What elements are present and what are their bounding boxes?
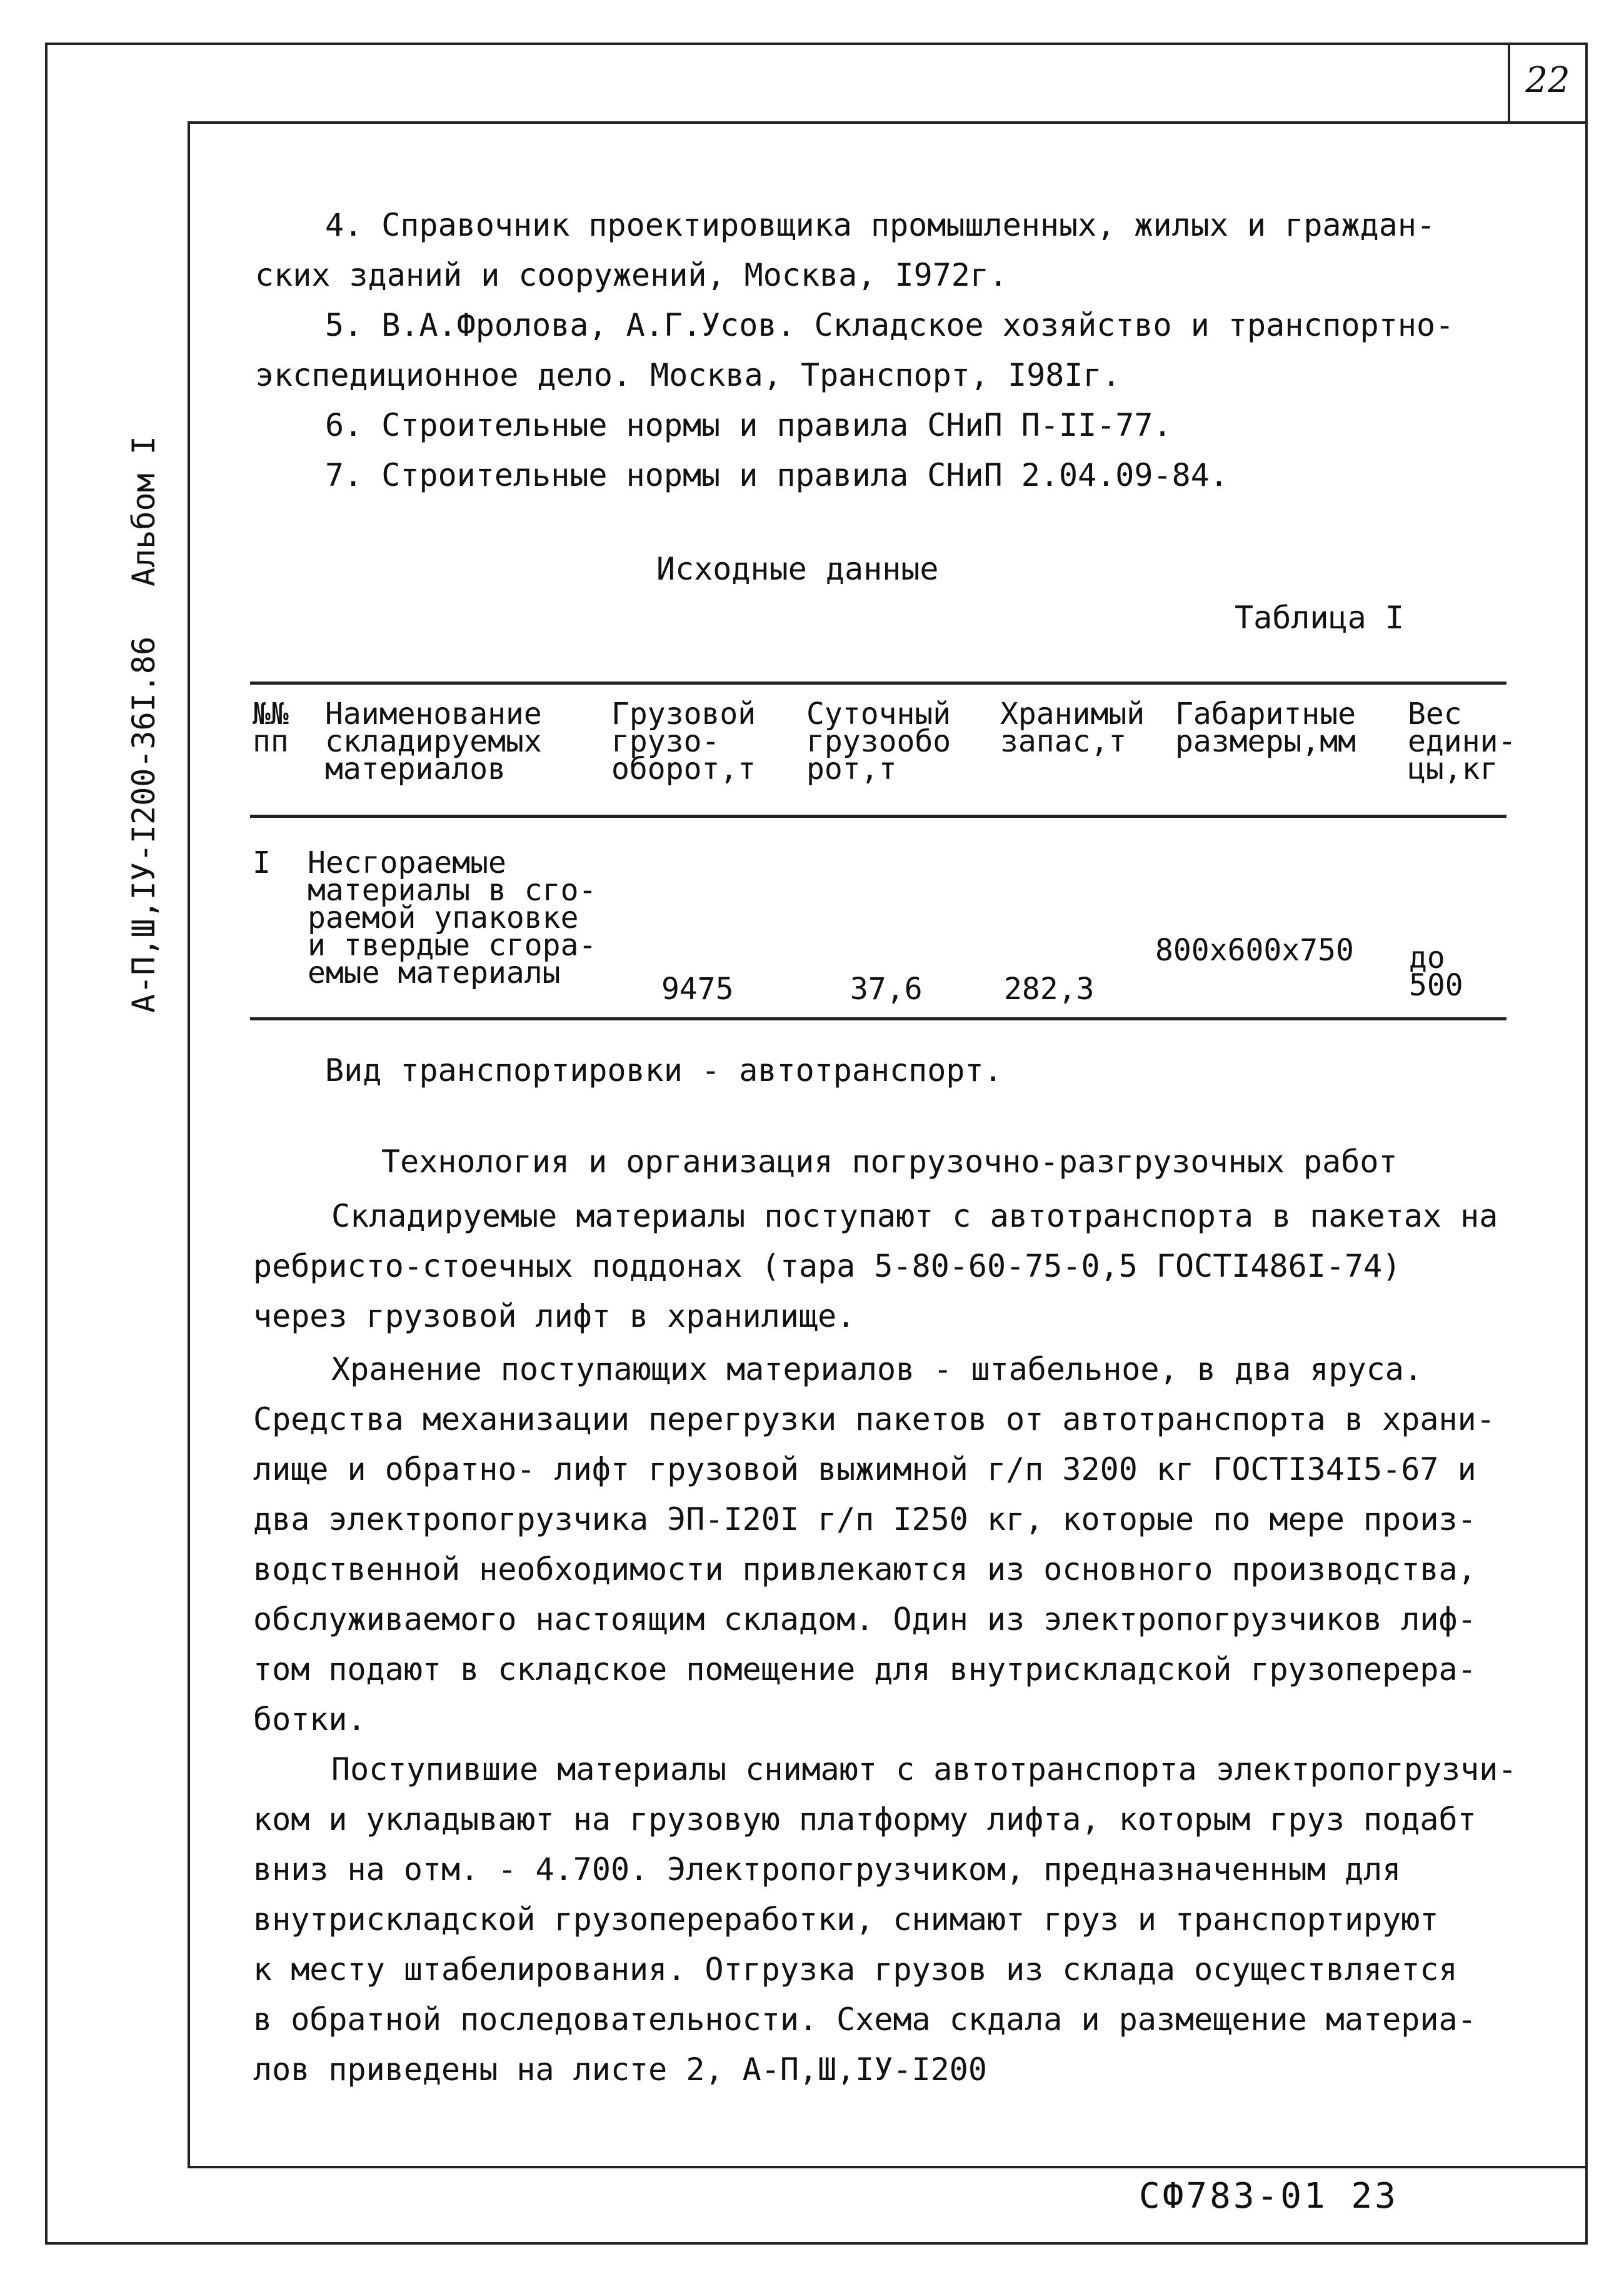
header-daily-l1: Суточный <box>806 697 951 732</box>
p2-line6: обслуживаемого настоящим складом. Один из электропогрузчиков лиф- <box>253 1601 1476 1638</box>
transport-line: Вид транспортировки - автотранспорт. <box>325 1052 1003 1089</box>
row1-name <box>308 845 597 990</box>
row1-num: I <box>253 845 271 880</box>
side-label-album: Альбом I <box>126 436 162 586</box>
table-bottom-rule <box>250 1017 1506 1020</box>
p3-line7: лов приведены на листе 2, А-П,Ш,IУ-I200 <box>253 2051 987 2088</box>
section-title: Исходные данные <box>656 551 939 587</box>
header-turnover <box>611 697 756 787</box>
header-dims-l1: Габаритные <box>1175 697 1356 732</box>
header-name <box>325 697 542 787</box>
reference-5-line1: 5. В.А.Фролова, А.Г.Усов. Складское хозяйство и транспортно- <box>325 307 1455 343</box>
row1-stock: 282,3 <box>1004 972 1095 1007</box>
header-weight-l1: Вес <box>1408 697 1462 732</box>
reference-5-line2: экспедиционное дело. Москва, Транспорт, I98Iг. <box>255 357 1121 393</box>
header-turnover-l1: Грузовой <box>611 697 756 732</box>
row1-name-l4: и твердые сгора- <box>308 928 597 963</box>
side-label <box>119 200 169 1013</box>
p2-line2: Средства механизации перегрузки пакетов от автотранспорта в храни- <box>253 1401 1495 1437</box>
tech-title: Технология и организация погрузочно-разгрузочных работ <box>381 1144 1398 1180</box>
header-dims <box>1175 697 1356 759</box>
header-daily-l3: рот,т <box>806 752 897 787</box>
header-weight-l2: едини- <box>1408 724 1516 759</box>
header-name-l2: складируемых <box>325 724 542 759</box>
side-label-code: А-П,Ш,IУ-I200-36I.86 <box>126 636 162 1013</box>
p2-line5: водственной необходимости привлекаются из основного производства, <box>253 1551 1476 1587</box>
p2-line4: два электропогрузчика ЭП-I20I г/п I250 кг, которые по мере произ- <box>253 1501 1476 1537</box>
p3-line1: Поступившие материалы снимают с автотранспорта электропогрузчи- <box>331 1751 1517 1788</box>
table-label: Таблица I <box>1235 600 1404 636</box>
header-num <box>253 697 289 759</box>
header-num-l1: №№ <box>253 697 289 732</box>
header-stock <box>1000 697 1145 759</box>
footer-code: СФ783-01 23 <box>1139 2176 1398 2216</box>
p3-line5: к месту штабелирования. Отгрузка грузов из склада осуществляется <box>253 1951 1458 1988</box>
reference-4-line2: ских зданий и сооружений, Москва, I972г. <box>255 257 1008 293</box>
header-num-l2: пп <box>253 724 289 759</box>
p1-line2: ребристо-стоечных поддонах (тара 5-80-60-75-0,5 ГОСТI486I-74) <box>253 1248 1401 1284</box>
row1-name-l2: материалы в сго- <box>308 873 597 908</box>
reference-6: 6. Строительные нормы и правила СНиП П-II-77. <box>325 407 1172 443</box>
row1-weight-l2: 500 <box>1409 968 1463 1003</box>
reference-4-line1: 4. Справочник проектировщика промышленных, жилых и граждан- <box>325 207 1436 243</box>
header-weight-l3: цы,кг <box>1408 752 1498 787</box>
header-stock-l1: Хранимый <box>1000 697 1145 732</box>
p1-line3: через грузовой лифт в хранилище. <box>253 1298 856 1334</box>
row1-turnover: 9475 <box>661 972 734 1007</box>
header-turnover-l2: грузо- <box>611 724 720 759</box>
header-weight <box>1408 697 1516 787</box>
row1-dims: 800х600х750 <box>1155 933 1354 968</box>
header-daily-l2: грузообо <box>806 724 951 759</box>
header-dims-l2: размеры,мм <box>1175 724 1356 759</box>
row1-weight <box>1409 940 1463 1003</box>
row1-name-l3: раемой упаковке <box>308 900 579 935</box>
row1-name-l5: емые материалы <box>308 955 561 990</box>
header-stock-l2: запас,т <box>1000 724 1127 759</box>
page-number: 22 <box>1525 60 1570 101</box>
p3-line2: ком и укладывают на грузовую платформу лифта, которым груз подабт <box>253 1801 1476 1838</box>
table-header-rule <box>250 815 1506 818</box>
reference-7: 7. Строительные нормы и правила СНиП 2.04.09-84. <box>325 457 1228 493</box>
row1-daily: 37,6 <box>850 972 923 1007</box>
p3-line4: внутрискладской грузопереработки, снимают груз и транспортируют <box>253 1901 1439 1938</box>
p3-line3: вниз на отм. - 4.700. Электропогрузчиком, предназначенным для <box>253 1851 1401 1888</box>
p2-line1: Хранение поступающих материалов - штабельное, в два яруса. <box>331 1351 1423 1387</box>
table-top-rule <box>250 682 1506 685</box>
header-name-l3: материалов <box>325 752 506 787</box>
p2-line8: ботки. <box>253 1701 366 1738</box>
header-name-l1: Наименование <box>325 697 542 732</box>
p3-line6: в обратной последовательности. Схема скдала и размещение материа- <box>253 2001 1476 2038</box>
row1-weight-l1: до <box>1409 940 1445 975</box>
row1-name-l1: Несгораемые <box>308 845 506 880</box>
p2-line7: том подают в складское помещение для внутрискладской грузоперера- <box>253 1651 1476 1688</box>
header-daily <box>806 697 951 787</box>
p2-line3: лище и обратно- лифт грузовой выжимной г/п 3200 кг ГОСТI34I5-67 и <box>253 1451 1476 1487</box>
p1-line1: Складируемые материалы поступают с автотранспорта в пакетах на <box>331 1198 1498 1234</box>
header-turnover-l3: оборот,т <box>611 752 756 787</box>
